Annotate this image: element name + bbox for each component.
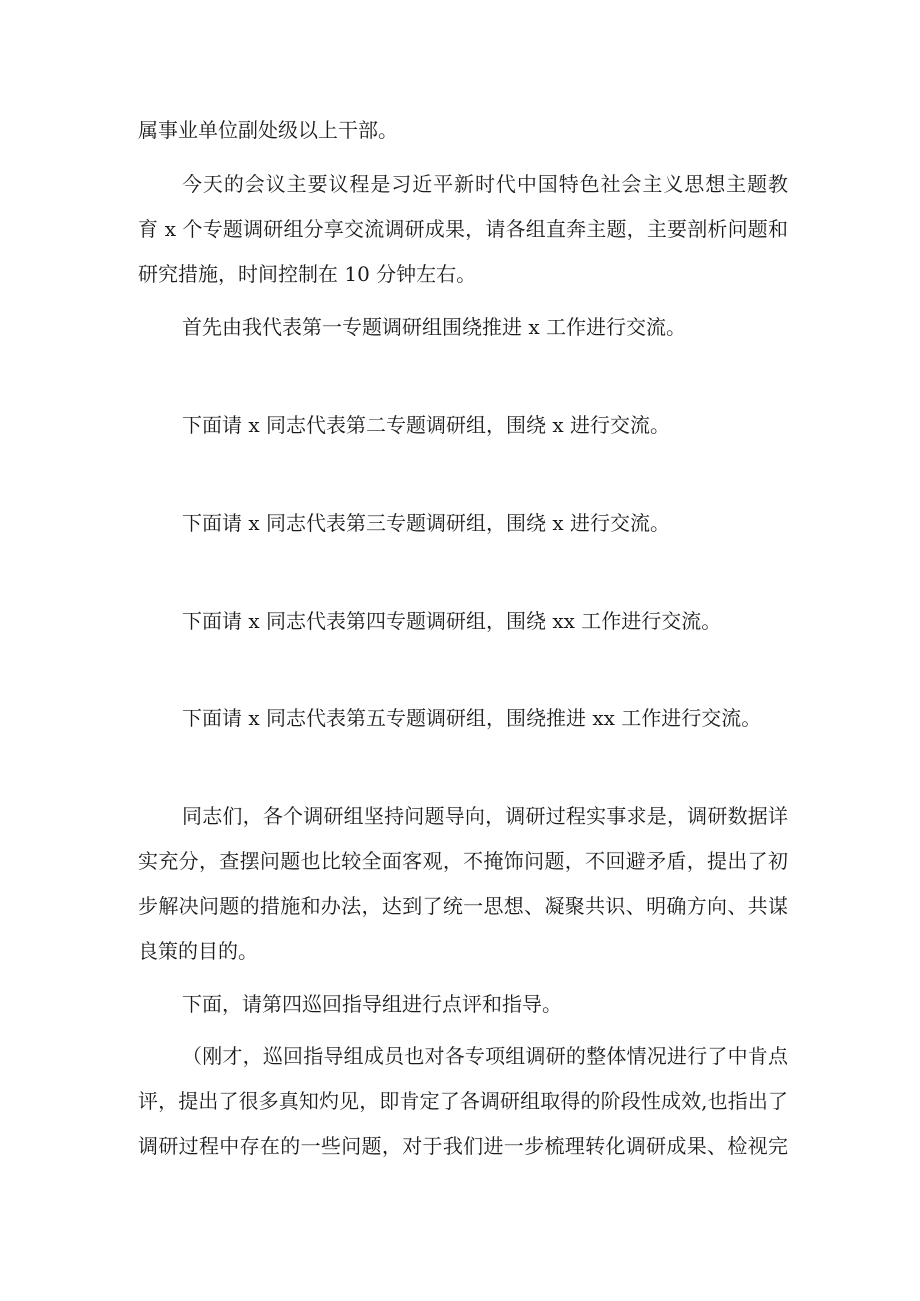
body-line: 步解决问题的措施和办法，达到了统一思想、凝聚共识、明确方向、共谋 [138, 894, 788, 918]
body-line: 下面请 x 同志代表第四专题调研组，围绕 xx 工作进行交流。 [182, 609, 722, 633]
body-line: （刚才，巡回指导组成员也对各专项组调研的整体情况进行了中肯点 [182, 1044, 788, 1068]
body-line: 实充分，查摆问题也比较全面客观，不掩饰问题，不回避矛盾，提出了初 [138, 849, 788, 873]
body-line: 下面，请第四巡回指导组进行点评和指导。 [182, 992, 562, 1016]
body-line: 评，提出了很多真知灼见，即肯定了各调研组取得的阶段性成效,也指出了 [138, 1089, 788, 1113]
body-line: 育 x 个专题调研组分享交流调研成果，请各组直奔主题，主要剖析问题和 [138, 217, 788, 241]
body-line: 下面请 x 同志代表第二专题调研组，围绕 x 进行交流。 [182, 413, 670, 437]
body-line: 首先由我代表第一专题调研组围绕推进 x 工作进行交流。 [182, 315, 686, 339]
body-line: 调研过程中存在的一些问题，对于我们进一步梳理转化调研成果、检视完 [138, 1134, 788, 1158]
body-line: 良策的目的。 [138, 939, 258, 963]
body-line: 研究措施，时间控制在 10 分钟左右。 [138, 262, 477, 286]
body-line: 下面请 x 同志代表第五专题调研组，围绕推进 xx 工作进行交流。 [182, 706, 762, 730]
body-line: 同志们，各个调研组坚持问题导向，调研过程实事求是，调研数据详 [182, 804, 788, 828]
body-line: 今天的会议主要议程是习近平新时代中国特色社会主义思想主题教 [182, 172, 788, 196]
body-line: 属事业单位副处级以上干部。 [138, 118, 398, 142]
body-line: 下面请 x 同志代表第三专题调研组，围绕 x 进行交流。 [182, 511, 670, 535]
